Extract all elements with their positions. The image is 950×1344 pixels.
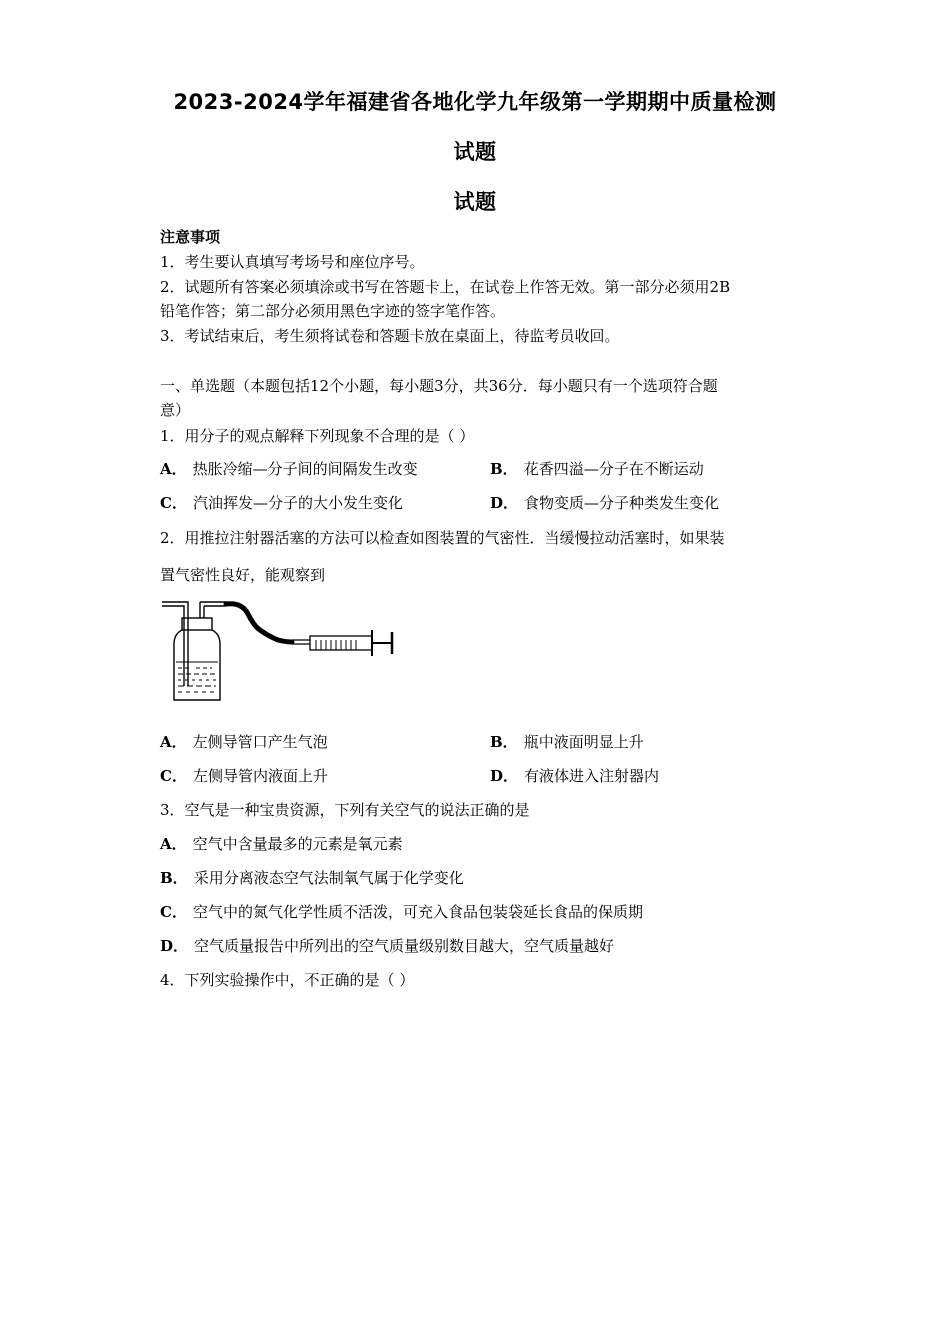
gas-bottle [174, 630, 220, 700]
option-text: 空气质量报告中所列出的空气质量级别数目越大，空气质量越好 [194, 937, 615, 955]
question-1-option-b [490, 457, 704, 481]
option-text: 左侧导管口产生气泡 [192, 733, 328, 751]
option-text: 空气中含量最多的元素是氧元素 [192, 835, 403, 853]
option-text: 食物变质—分子种类发生变化 [524, 494, 720, 512]
rubber-hose [226, 604, 292, 642]
question-2-stem: 2．用推拉注射器活塞的方法可以检查如图装置的气密性．当缓慢拉动活塞时，如果装 [160, 529, 725, 547]
option-key: C． [160, 494, 187, 512]
option-text: 空气中的氮气化学性质不活泼，可充入食品包装袋延长食品的保质期 [192, 903, 643, 921]
option-text: 花香四溢—分子在不断运动 [523, 460, 704, 478]
question-3-option-b [160, 866, 464, 890]
option-key: B． [160, 869, 188, 887]
section-heading: 一、单选题（本题包括12个小题，每小题3分，共36分．每小题只有一个选项符合题 [160, 377, 718, 395]
exam-title: 2023-2024学年福建省各地化学九年级第一学期期中质量检测 [173, 90, 777, 114]
option-text: 有液体进入注射器内 [524, 767, 660, 785]
exam-subtitle: 试题 [453, 190, 497, 214]
notice-heading: 注意事项 [160, 228, 221, 246]
question-4-stem: 4．下列实验操作中，不正确的是（ ） [160, 971, 415, 989]
option-text: 热胀冷缩—分子间的间隔发生改变 [192, 460, 418, 478]
notice-item-2-cont: 铅笔作答；第二部分必须用黑色字迹的签字笔作答。 [160, 302, 506, 320]
question-2-option-c [160, 764, 328, 788]
question-3-option-a [160, 832, 403, 856]
option-text: 汽油挥发—分子的大小发生变化 [192, 494, 403, 512]
exam-title-line2: 试题 [453, 140, 497, 164]
option-key: D． [490, 494, 519, 512]
rubber-stopper [182, 618, 212, 630]
question-3-option-c [160, 900, 643, 924]
option-key: A． [160, 835, 187, 853]
question-1-option-a [160, 457, 418, 481]
option-key: B． [490, 733, 518, 751]
option-key: C． [160, 767, 187, 785]
notice-item-2: 2．试题所有答案必须填涂或书写在答题卡上，在试卷上作答无效。第一部分必须用2B [160, 278, 731, 296]
option-key: A． [160, 460, 187, 478]
syringe [292, 630, 392, 656]
question-2-stem-cont: 置气密性良好，能观察到 [160, 566, 326, 584]
option-text: 左侧导管内液面上升 [192, 767, 328, 785]
airtightness-apparatus-diagram [160, 596, 400, 704]
option-key: D． [160, 937, 189, 955]
option-key: B． [490, 460, 518, 478]
notice-item-1: 1．考生要认真填写考场号和座位序号。 [160, 253, 425, 271]
notice-item-3: 3．考试结束后，考生须将试卷和答题卡放在桌面上，待监考员收回。 [160, 327, 620, 345]
question-3-option-d [160, 934, 614, 958]
option-text: 采用分离液态空气法制氧气属于化学变化 [193, 869, 464, 887]
section-heading-cont: 意） [160, 401, 191, 419]
question-1-option-c [160, 491, 403, 515]
option-key: C． [160, 903, 187, 921]
question-3-stem: 3．空气是一种宝贵资源，下列有关空气的说法正确的是 [160, 801, 530, 819]
question-1-option-d [490, 491, 719, 515]
question-1-stem: 1．用分子的观点解释下列现象不合理的是（ ） [160, 427, 475, 445]
question-2-option-b [490, 730, 644, 754]
option-text: 瓶中液面明显上升 [523, 733, 644, 751]
question-2-option-d [490, 764, 659, 788]
option-key: D． [490, 767, 519, 785]
question-2-option-a [160, 730, 328, 754]
option-key: A． [160, 733, 187, 751]
